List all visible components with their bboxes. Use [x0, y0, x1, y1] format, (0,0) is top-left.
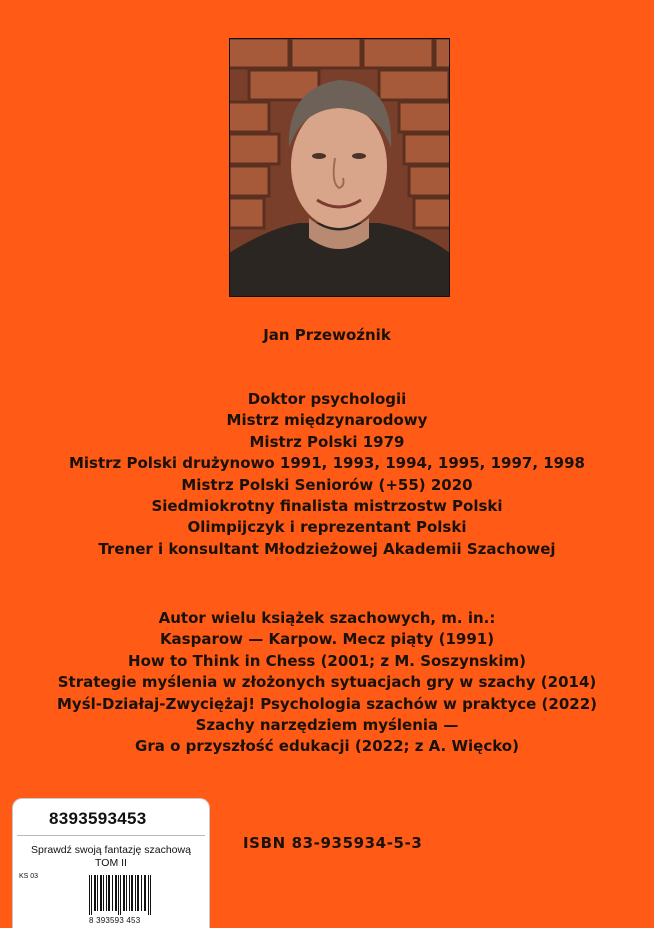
- sticker-number: 8393593453: [49, 809, 147, 828]
- sticker-volume: TOM II: [95, 857, 127, 869]
- title-line: Mistrz Polski 1979: [249, 432, 405, 451]
- title-line: Olimpijczyk i reprezentant Polski: [187, 518, 467, 537]
- author-photo: [229, 38, 450, 297]
- title-line: Siedmiokrotny finalista mistrzostw Polski: [151, 497, 503, 516]
- author-titles: [0, 389, 654, 560]
- book-line: Strategie myślenia w złożonych sytuacjach gry w szachy (2014): [57, 673, 597, 692]
- isbn-number: ISBN 83-935934-5-3: [243, 834, 423, 852]
- sticker-code: KS 03: [19, 873, 39, 880]
- title-line: Mistrz międzynarodowy: [226, 411, 428, 430]
- barcode-sticker: [12, 798, 210, 928]
- title-line: Trener i konsultant Młodzieżowej Akademii Szachowej: [98, 539, 556, 558]
- book-line: Autor wielu książek szachowych, m. in.:: [158, 609, 496, 627]
- title-line: Mistrz Polski Seniorów (+55) 2020: [181, 475, 473, 494]
- barcode-icon: [89, 875, 151, 915]
- book-line: How to Think in Chess (2001; z M. Soszynskim): [128, 651, 526, 670]
- author-name: Jan Przewoźnik: [263, 326, 391, 344]
- book-line: Szachy narzędziem myślenia —: [195, 716, 459, 735]
- divider: [17, 835, 205, 836]
- barcode-digits: 8 393593 453: [89, 916, 141, 925]
- book-line: Myśl-Działaj-Zwyciężaj! Psychologia szachów w praktyce (2022): [57, 694, 597, 713]
- sticker-title: Sprawdź swoją fantazję szachową: [31, 844, 191, 856]
- title-line: Mistrz Polski drużynowo 1991, 1993, 1994, 1995, 1997, 1998: [68, 454, 585, 473]
- title-line: Doktor psychologii: [247, 390, 407, 408]
- book-line: Gra o przyszłość edukacji (2022; z A. Więcko): [135, 737, 519, 756]
- book-line: Kasparow — Karpow. Mecz piąty (1991): [159, 630, 495, 649]
- author-books: [0, 608, 654, 758]
